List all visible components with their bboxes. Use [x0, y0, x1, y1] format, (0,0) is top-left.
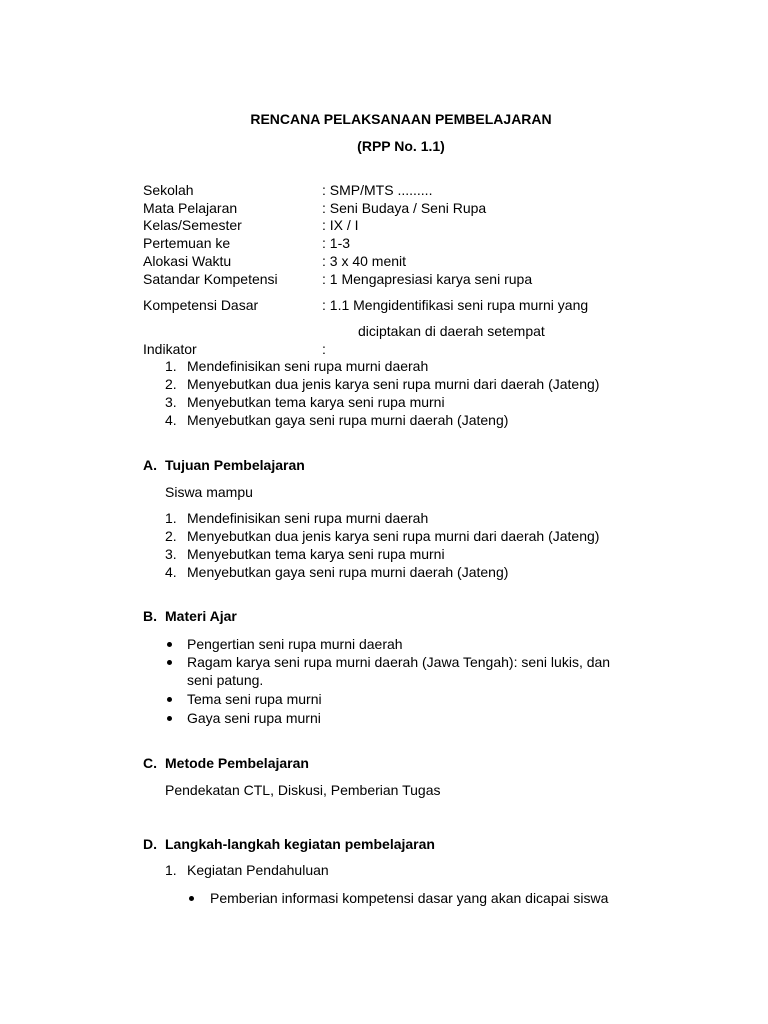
indikator-item: Menyebutkan tema karya seni rupa murni	[187, 394, 445, 410]
section-a-title: Tujuan Pembelajaran	[165, 457, 305, 473]
indikator-num: 3.	[165, 394, 177, 410]
materi-item: Pengertian seni rupa murni daerah	[187, 636, 403, 652]
indikator-colon: :	[322, 341, 326, 357]
tujuan-item: Mendefinisikan seni rupa murni daerah	[187, 510, 429, 526]
info-value-pertemuan: : 1-3	[322, 235, 351, 251]
section-d-title: Langkah-langkah kegiatan pembelajaran	[165, 836, 435, 852]
info-label-alokasi: Alokasi Waktu	[143, 253, 232, 269]
info-value-alokasi: : 3 x 40 menit	[322, 253, 407, 269]
document-title: RENCANA PELAKSANAAN PEMBELAJARAN	[250, 111, 552, 127]
materi-item: Tema seni rupa murni	[187, 691, 322, 707]
kompetensi-value-line2: diciptakan di daerah setempat	[358, 323, 545, 339]
section-d-letter: D.	[143, 836, 157, 852]
tujuan-num: 4.	[165, 564, 177, 580]
info-value-standar: : 1 Mengapresiasi karya seni rupa	[322, 271, 533, 287]
indikator-item: Menyebutkan gaya seni rupa murni daerah (Jateng)	[187, 412, 509, 428]
info-label-pertemuan: Pertemuan ke	[143, 235, 231, 251]
bullet-icon	[167, 660, 172, 665]
document-subtitle: (RPP No. 1.1)	[357, 138, 445, 154]
section-b-letter: B.	[143, 608, 157, 624]
section-d-sub-num: 1.	[165, 862, 177, 878]
info-value-sekolah: : SMP/MTS .........	[322, 182, 433, 198]
info-label-standar: Satandar Kompetensi	[143, 271, 278, 287]
kompetensi-label: Kompetensi Dasar	[143, 297, 259, 313]
tujuan-item: Menyebutkan tema karya seni rupa murni	[187, 546, 445, 562]
indikator-num: 4.	[165, 412, 177, 428]
tujuan-item: Menyebutkan dua jenis karya seni rupa murni dari daerah (Jateng)	[187, 528, 600, 544]
section-c-letter: C.	[143, 755, 157, 771]
section-d-sub-title: Kegiatan Pendahuluan	[187, 862, 329, 878]
tujuan-num: 3.	[165, 546, 177, 562]
section-a-letter: A.	[143, 457, 157, 473]
bullet-icon	[167, 642, 172, 647]
section-b-title: Materi Ajar	[165, 608, 237, 624]
info-label-sekolah: Sekolah	[143, 182, 194, 198]
info-value-kelas: : IX / I	[322, 217, 359, 233]
section-a-intro: Siswa mampu	[165, 484, 253, 500]
bullet-icon	[189, 896, 194, 901]
info-label-mata-pelajaran: Mata Pelajaran	[143, 200, 238, 216]
kompetensi-value-line1: : 1.1 Mengidentifikasi seni rupa murni yang	[322, 297, 589, 313]
indikator-item: Mendefinisikan seni rupa murni daerah	[187, 358, 429, 374]
tujuan-num: 1.	[165, 510, 177, 526]
section-c-text: Pendekatan CTL, Diskusi, Pemberian Tugas	[165, 782, 441, 798]
materi-item: Ragam karya seni rupa murni daerah (Jawa Tengah): seni lukis, dan	[187, 654, 611, 670]
tujuan-num: 2.	[165, 528, 177, 544]
section-d-bullet-text: Pemberian informasi kompetensi dasar yang akan dicapai siswa	[210, 890, 609, 906]
bullet-icon	[167, 697, 172, 702]
section-c-title: Metode Pembelajaran	[165, 755, 309, 771]
indikator-item: Menyebutkan dua jenis karya seni rupa murni dari daerah (Jateng)	[187, 376, 600, 392]
info-label-kelas: Kelas/Semester	[143, 217, 242, 233]
bullet-icon	[167, 716, 172, 721]
indikator-label: Indikator	[143, 341, 197, 357]
indikator-num: 2.	[165, 376, 177, 392]
tujuan-item: Menyebutkan gaya seni rupa murni daerah (Jateng)	[187, 564, 509, 580]
info-value-mata-pelajaran: : Seni Budaya / Seni Rupa	[322, 200, 487, 216]
materi-item: Gaya seni rupa murni	[187, 710, 321, 726]
indikator-num: 1.	[165, 358, 177, 374]
materi-item-continuation: seni patung.	[187, 672, 264, 688]
